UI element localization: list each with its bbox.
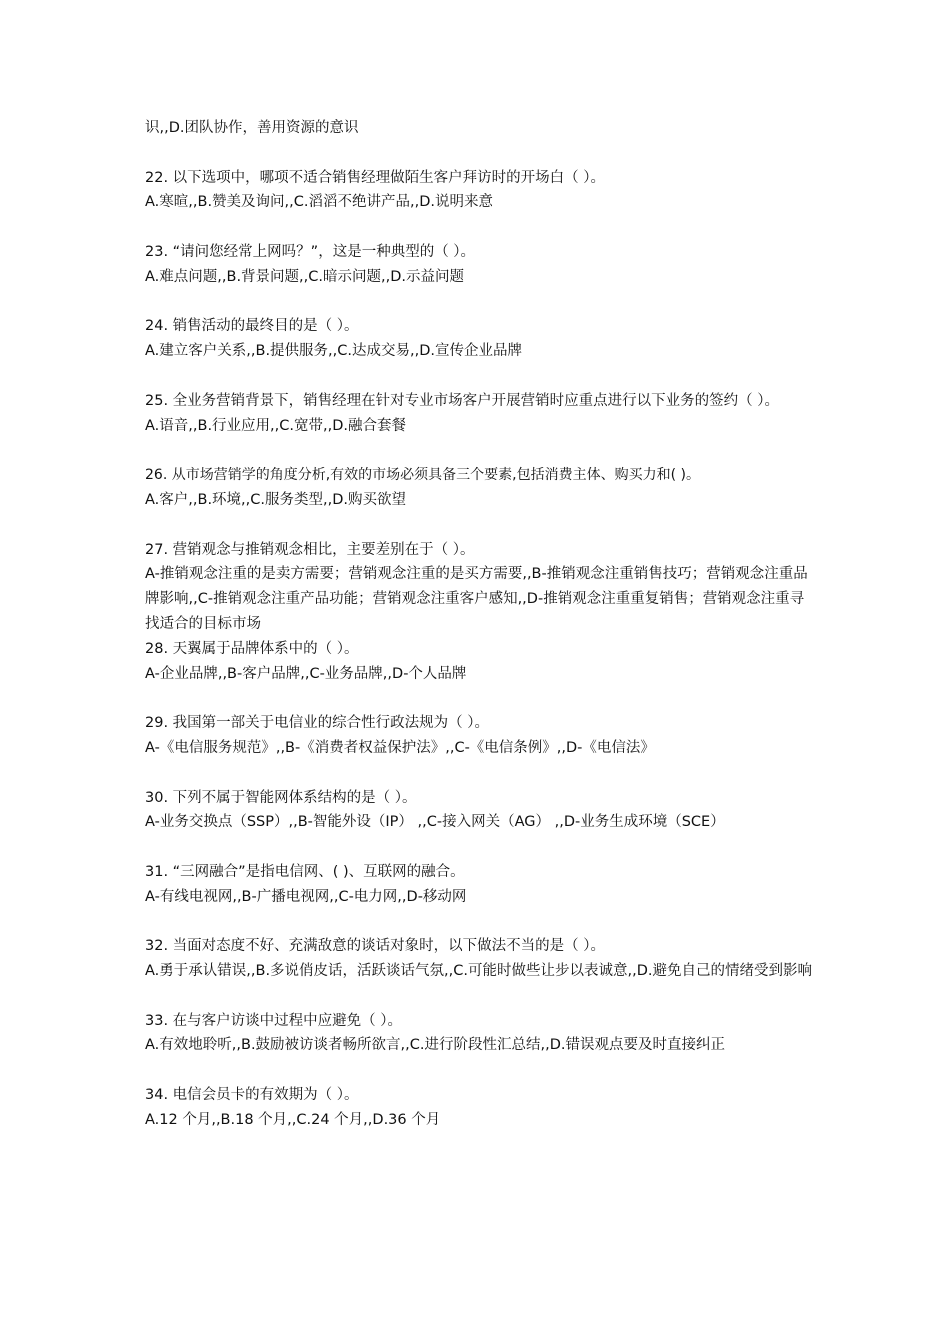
document-page [145, 116, 815, 1133]
spacer [145, 686, 815, 711]
spacer [145, 910, 815, 935]
answer-options: A.勇于承认错误,,B.多说俏皮话，活跃谈话气氛,,C.可能时做些让步以表诚意,,D.避免自己的情绪受到影响 [145, 963, 812, 980]
answer-options: A.客户,,B.环境,,C.服务类型,,D.购买欲望 [145, 491, 406, 508]
answer-options: A.有效地聆听,,B.鼓励被访谈者畅所欲言,,C.进行阶段性汇总结,,D.错误观点要及时直接纠正 [145, 1037, 725, 1054]
question-24 [145, 314, 815, 364]
answer-options: A-《电信服务规范》,,B-《消费者权益保护法》,,C-《电信条例》,,D-《电信法》 [145, 739, 655, 756]
question-text: 27. 营销观念与推销观念相比，主要差别在于（ ）。 [145, 541, 475, 558]
question-22 [145, 166, 815, 216]
spacer [145, 984, 815, 1009]
question-text: 32. 当面对态度不好、充满敌意的谈话对象时，以下做法不当的是（ ）。 [145, 938, 606, 955]
question-23 [145, 240, 815, 290]
question-28 [145, 637, 815, 687]
spacer [145, 835, 815, 860]
spacer [145, 141, 815, 166]
lead-line: 识,,D.团队协作，善用资源的意识 [145, 120, 359, 136]
question-text: 25. 全业务营销背景下，销售经理在针对专业市场客户开展营销时应重点进行以下业务的签约（ ）。 [145, 392, 780, 409]
spacer [145, 1058, 815, 1083]
spacer [145, 761, 815, 786]
question-25 [145, 389, 815, 439]
question-text: 26. 从市场营销学的角度分析,有效的市场必须具备三个要素,包括消费主体、购买力和( )。 [145, 467, 700, 484]
question-31 [145, 860, 815, 910]
answer-options: A-有线电视网,,B-广播电视网,,C-电力网,,D-移动网 [145, 888, 467, 905]
answer-options: A.寒暄,,B.赞美及询问,,C.滔滔不绝讲产品,,D.说明来意 [145, 194, 493, 211]
question-text: 22. 以下选项中，哪项不适合销售经理做陌生客户拜访时的开场白（ ）。 [145, 169, 606, 186]
answer-options: A-企业品牌,,B-客户品牌,,C-业务品牌,,D-个人品牌 [145, 665, 467, 682]
question-29 [145, 711, 815, 761]
question-text: 31. “三网融合”是指电信网、( )、互联网的融合。 [145, 863, 465, 880]
answer-options: A.12 个月,,B.18 个月,,C.24 个月,,D.36 个月 [145, 1111, 441, 1128]
spacer [145, 438, 815, 463]
question-text: 29. 我国第一部关于电信业的综合性行政法规为（ ）。 [145, 715, 490, 732]
question-text: 24. 销售活动的最终目的是（ ）。 [145, 318, 359, 335]
question-33 [145, 1009, 815, 1059]
question-34 [145, 1083, 815, 1133]
question-26 [145, 463, 815, 513]
question-27 [145, 538, 815, 637]
question-text: 23. “请问您经常上网吗？”，这是一种典型的（ ）。 [145, 243, 476, 260]
answer-options: A.难点问题,,B.背景问题,,C.暗示问题,,D.示益问题 [145, 268, 464, 285]
question-32 [145, 934, 815, 984]
answer-options: A.建立客户关系,,B.提供服务,,C.达成交易,,D.宣传企业品牌 [145, 343, 522, 360]
question-text: 28. 天翼属于品牌体系中的（ ）。 [145, 640, 359, 657]
spacer [145, 513, 815, 538]
answer-options: A-推销观念注重的是卖方需要；营销观念注重的是买方需要,,B-推销观念注重销售技巧；营销观念注重品牌影响,,C-推销观念注重产品功能；营销观念注重客户感知,,D-推销观念注重重复销售；营销观念注重寻找适合的目标市场 [145, 566, 808, 632]
question-text: 33. 在与客户访谈中过程中应避免（ ）。 [145, 1012, 403, 1029]
spacer [145, 215, 815, 240]
question-text: 30. 下列不属于智能网体系结构的是（ ）。 [145, 789, 417, 806]
question-text: 34. 电信会员卡的有效期为（ ）。 [145, 1087, 359, 1104]
spacer [145, 290, 815, 315]
answer-options: A.语音,,B.行业应用,,C.宽带,,D.融合套餐 [145, 417, 406, 434]
answer-options: A-业务交换点（SSP）,,B-智能外设（IP） ,,C-接入网关（AG） ,,D-业务生成环境（SCE） [145, 814, 725, 831]
spacer [145, 364, 815, 389]
question-30 [145, 786, 815, 836]
